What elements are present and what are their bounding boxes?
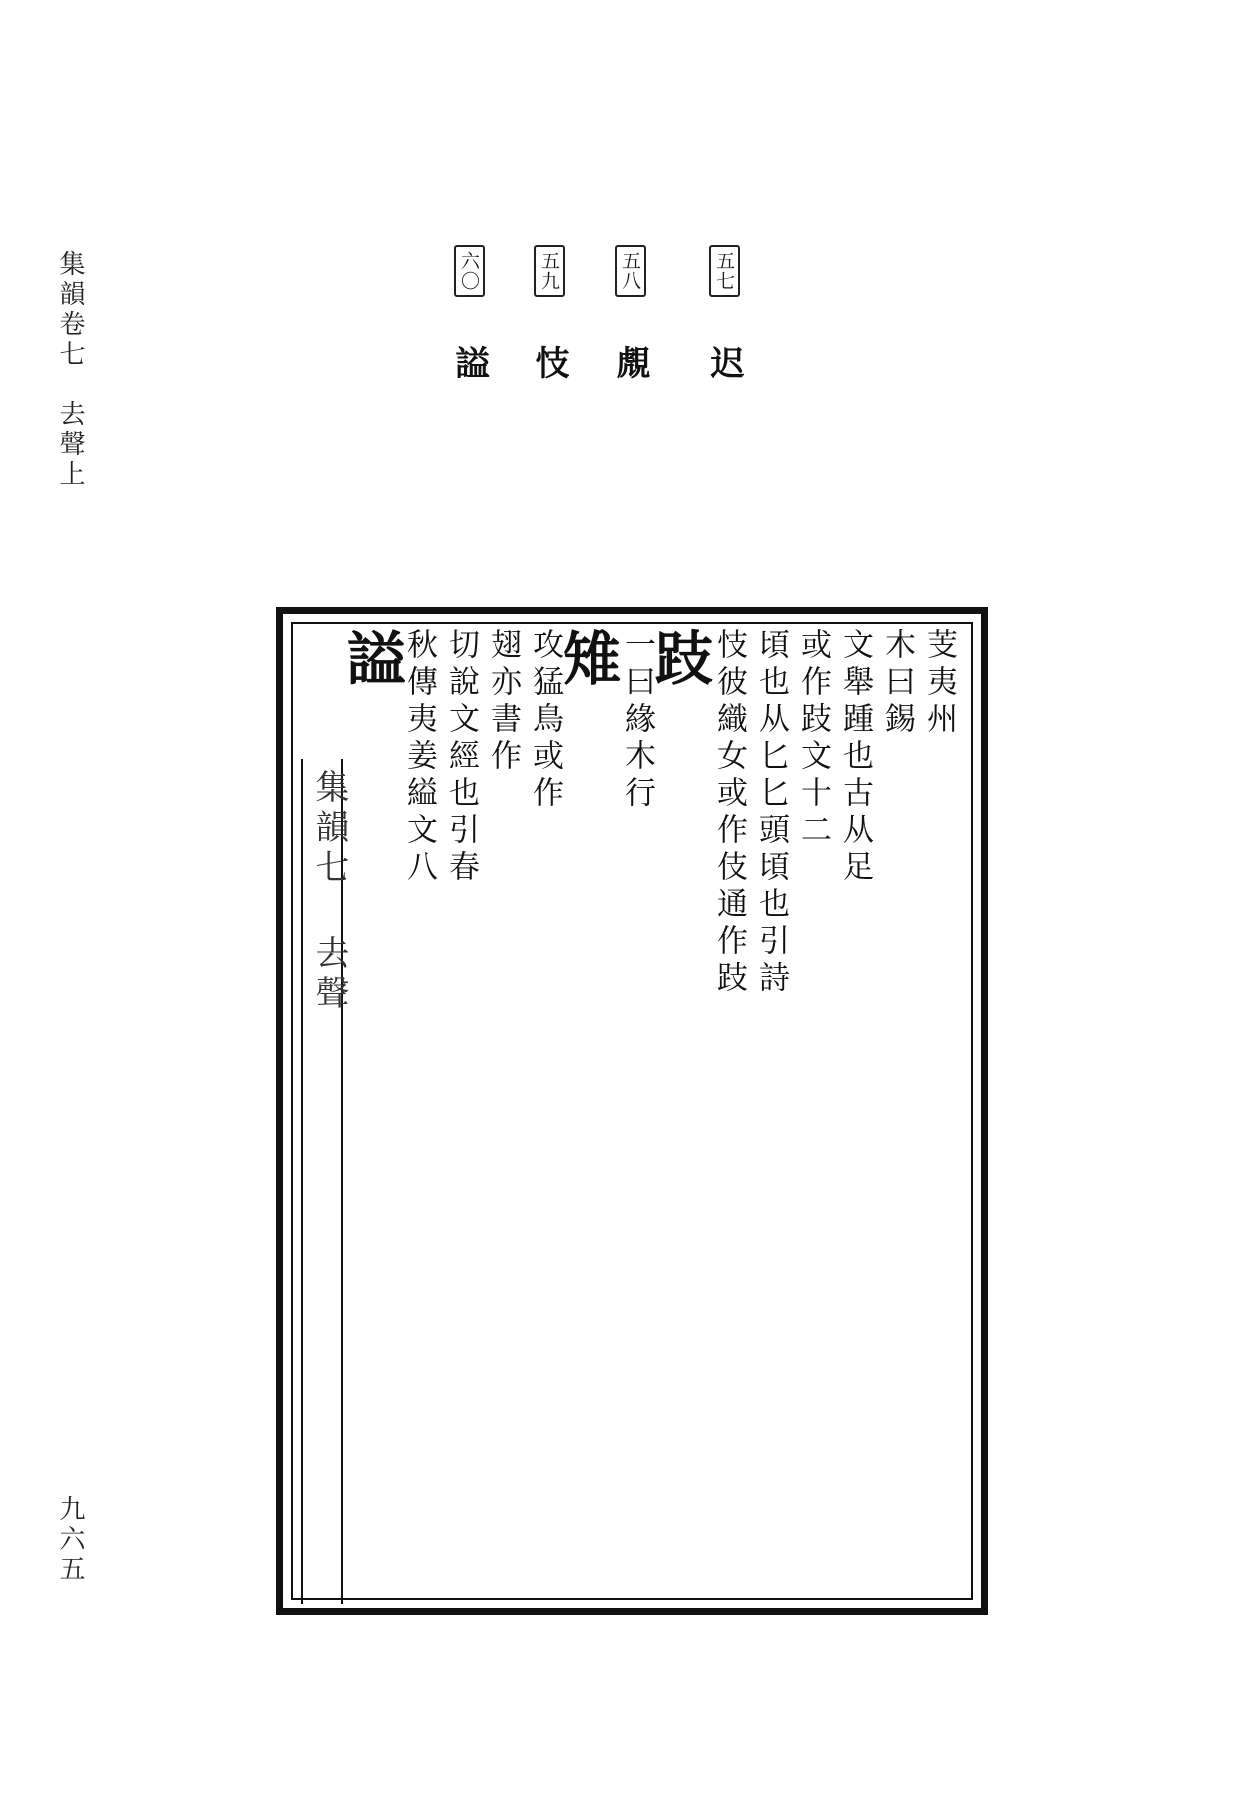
text-column-11: 秋傳夷姜縊文八	[401, 628, 437, 887]
head-char-column-1: 跂	[645, 628, 713, 690]
collation-marker: 五八	[615, 245, 646, 297]
collation-marker: 五九	[534, 245, 565, 297]
woodblock-frame	[276, 607, 988, 1615]
collation-char: 謚	[449, 345, 489, 379]
margin-title: 集韻卷七 去聲上	[55, 250, 85, 490]
collation-note-3	[525, 245, 574, 379]
collation-char: 忮	[529, 345, 569, 379]
collation-marker: 六〇	[454, 245, 485, 297]
collation-note-4	[445, 245, 494, 379]
text-column-3: 文舉踵也古从足	[837, 628, 873, 887]
text-column-2: 木曰錫	[879, 628, 915, 739]
head-char-column-3: 謚	[337, 628, 405, 690]
page-number: 九六五	[55, 1495, 85, 1585]
collation-char: 覤	[610, 345, 650, 379]
banxin-column	[301, 759, 349, 1604]
head-char-column-2: 雉	[553, 628, 621, 690]
text-column-5: 頃也从匕匕頭頃也引詩	[753, 628, 789, 998]
text-column-8: 攻猛鳥或作	[527, 628, 563, 813]
text-column-10: 切說文經也引春	[443, 628, 479, 887]
collation-note-1	[700, 245, 749, 379]
collation-char: 迟	[704, 345, 744, 379]
text-column-4: 或作跂文十二	[795, 628, 831, 850]
text-column-1: 芰夷州	[921, 628, 957, 739]
banxin-label: 集韻七 去聲	[309, 769, 349, 1015]
collation-marker: 五七	[709, 245, 740, 297]
text-column-9: 翅亦書作	[485, 628, 521, 776]
text-column-7: 一曰緣木行	[619, 628, 655, 813]
collation-note-2	[606, 245, 655, 379]
text-column-6: 忮彼織女或作伎通作跂	[711, 628, 747, 998]
